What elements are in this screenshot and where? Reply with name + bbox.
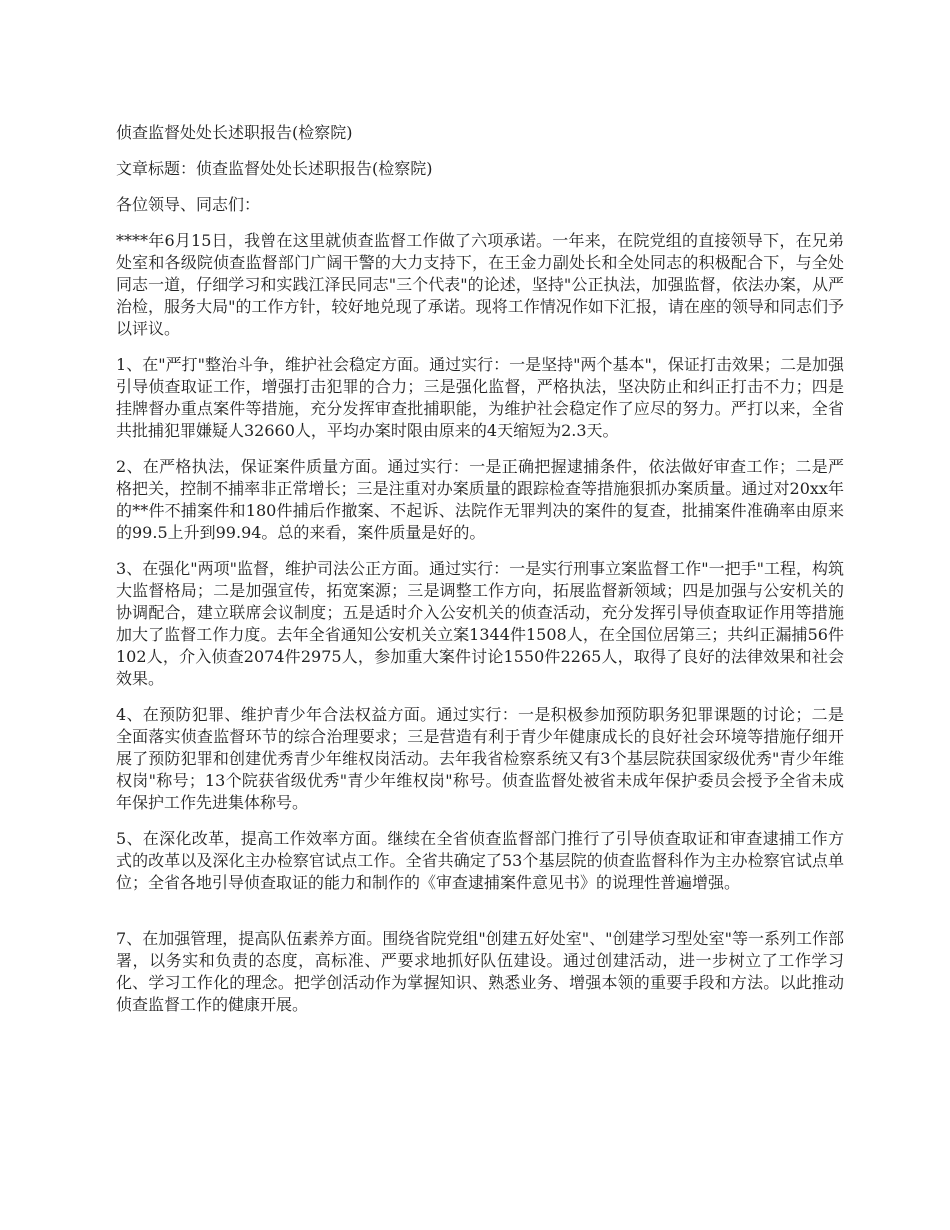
paragraph-intro: ****年6月15日，我曾在这里就侦查监督工作做了六项承诺。一年来，在院党组的直接领导下，在兄弟处室和各级院侦查监督部门广阔干警的大力支持下，在王金力副处长和全处同志的积极配合下，与全处同志一道，仔细学习和实践江泽民同志"三个代表"的论述，坚持"公正执法，加强监督，依法办案，从严治检，服务大局"的工作方针，较好地兑现了承诺。现将工作情况作如下汇报，请在座的领导和同志们予以评议。: [116, 231, 844, 338]
document-body: [116, 122, 844, 1030]
paragraph-item-1: 1、在"严打"整治斗争，维护社会稳定方面。通过实行：一是坚持"两个基本"，保证打击效果；二是加强引导侦查取证工作，增强打击犯罪的合力；三是强化监督，严格执法，坚决防止和纠正打击不力；四是挂牌督办重点案件等措施，充分发挥审查批捕职能，为维护社会稳定作了应尽的努力。严打以来，全省共批捕犯罪嫌疑人32660人，平均办案时限由原来的4天缩短为2.3天。: [116, 355, 844, 440]
paragraph-item-7: 7、在加强管理，提高队伍素养方面。围绕省院党组"创建五好处室"、"创建学习型处室"等一系列工作部署，以务实和负责的态度，高标准、严要求地抓好队伍建设。通过创建活动，进一步树立了工作学习化、学习工作化的理念。把学创活动作为掌握知识、熟悉业务、增强本领的重要手段和方法。以此推动侦查监督工作的健康开展。: [116, 929, 844, 1014]
paragraph-item-4: 4、在预防犯罪、维护青少年合法权益方面。通过实行：一是积极参加预防职务犯罪课题的讨论；二是全面落实侦查监督环节的综合治理要求；三是营造有利于青少年健康成长的良好社会环境等措施仔细开展了预防犯罪和创建优秀青少年维权岗活动。去年我省检察系统又有3个基层院获国家级优秀"青少年维权岗"称号；13个院获省级优秀"青少年维权岗"称号。侦查监督处被省未成年保护委员会授予全省未成年保护工作先进集体称号。: [116, 705, 844, 812]
paragraph-item-5: 5、在深化改革，提高工作效率方面。继续在全省侦查监督部门推行了引导侦查取证和审查逮捕工作方式的改革以及深化主办检察官试点工作。全省共确定了53个基层院的侦查监督科作为主办检察官试点单位；全省各地引导侦查取证的能力和制作的《审查逮捕案件意见书》的说理性普遍增强。: [116, 829, 844, 892]
salutation: 各位领导、同志们：: [116, 195, 261, 214]
article-title: 文章标题：侦查监督处处长述职报告(检察院): [116, 159, 433, 178]
document-title: 侦查监督处处长述职报告(检察院): [116, 123, 353, 142]
paragraph-item-3: 3、在强化"两项"监督，维护司法公正方面。通过实行：一是实行刑事立案监督工作"一把手"工程，构筑大监督格局；二是加强宣传，拓宽案源；三是调整工作方向，拓展监督新领域；四是加强与公安机关的协调配合，建立联席会议制度；五是适时介入公安机关的侦查活动，充分发挥引导侦查取证作用等措施加大了监督工作力度。去年全省通知公安机关立案1344件1508人，在全国位居第三；共纠正漏捕56件102人，介入侦查2074件2975人，参加重大案件讨论1550件2265人，取得了良好的法律效果和社会效果。: [116, 559, 844, 688]
paragraph-item-2: 2、在严格执法，保证案件质量方面。通过实行：一是正确把握逮捕条件，依法做好审查工作；二是严格把关，控制不捕率非正常增长；三是注重对办案质量的跟踪检查等措施狠抓办案质量。通过对20xx年的**件不捕案件和180件捕后作撤案、不起诉、法院作无罪判决的案件的复查，批捕案件准确率由原来的99.5上升到99.94。总的来看，案件质量是好的。: [116, 457, 844, 542]
